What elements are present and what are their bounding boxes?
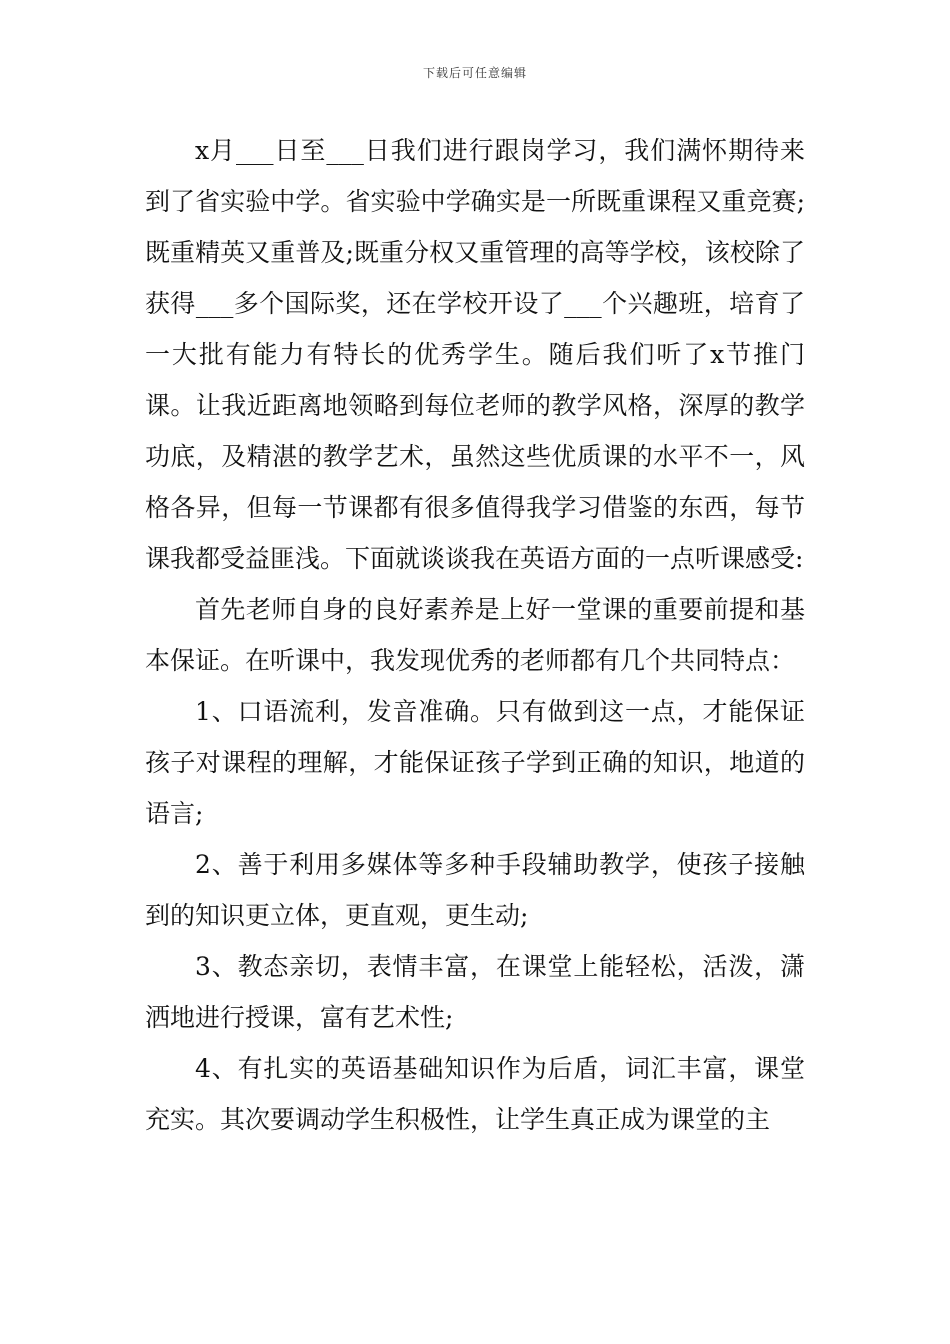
paragraph-intro: x月___日至___日我们进行跟岗学习，我们满怀期待来到了省实验中学。省实验中学确实是一所既重课程又重竞赛;既重精英又重普及;既重分权又重管理的高等学校，该校除了获得___多个国际奖，还在学校开设了___个兴趣班，培育了一大批有能力有特长的优秀学生。随后我们听了x节推门课。让我近距离地领略到每位老师的教学风格，深厚的教学功底，及精湛的教学艺术，虽然这些优质课的水平不一，风格各异，但每一节课都有很多值得我学习借鉴的东西，每节课我都受益匪浅。下面就谈谈我在英语方面的一点听课感受: (145, 136, 805, 573)
document-body (145, 125, 805, 1145)
header-note: 下载后可任意编辑 (422, 66, 527, 80)
paragraph-point-3: 3、教态亲切，表情丰富，在课堂上能轻松，活泼，潇洒地进行授课，富有艺术性; (145, 952, 805, 1032)
paragraph-teacher-quality: 首先老师自身的良好素养是上好一堂课的重要前提和基本保证。在听课中，我发现优秀的老师都有几个共同特点： (145, 595, 805, 675)
paragraph-point-2: 2、善于利用多媒体等多种手段辅助教学，使孩子接触到的知识更立体，更直观，更生动; (145, 850, 805, 930)
paragraph-point-1: 1、口语流利，发音准确。只有做到这一点，才能保证孩子对课程的理解，才能保证孩子学到正确的知识，地道的语言; (145, 697, 805, 828)
paragraph-point-4: 4、有扎实的英语基础知识作为后盾，词汇丰富，课堂充实。其次要调动学生积极性，让学生真正成为课堂的主 (145, 1054, 805, 1134)
